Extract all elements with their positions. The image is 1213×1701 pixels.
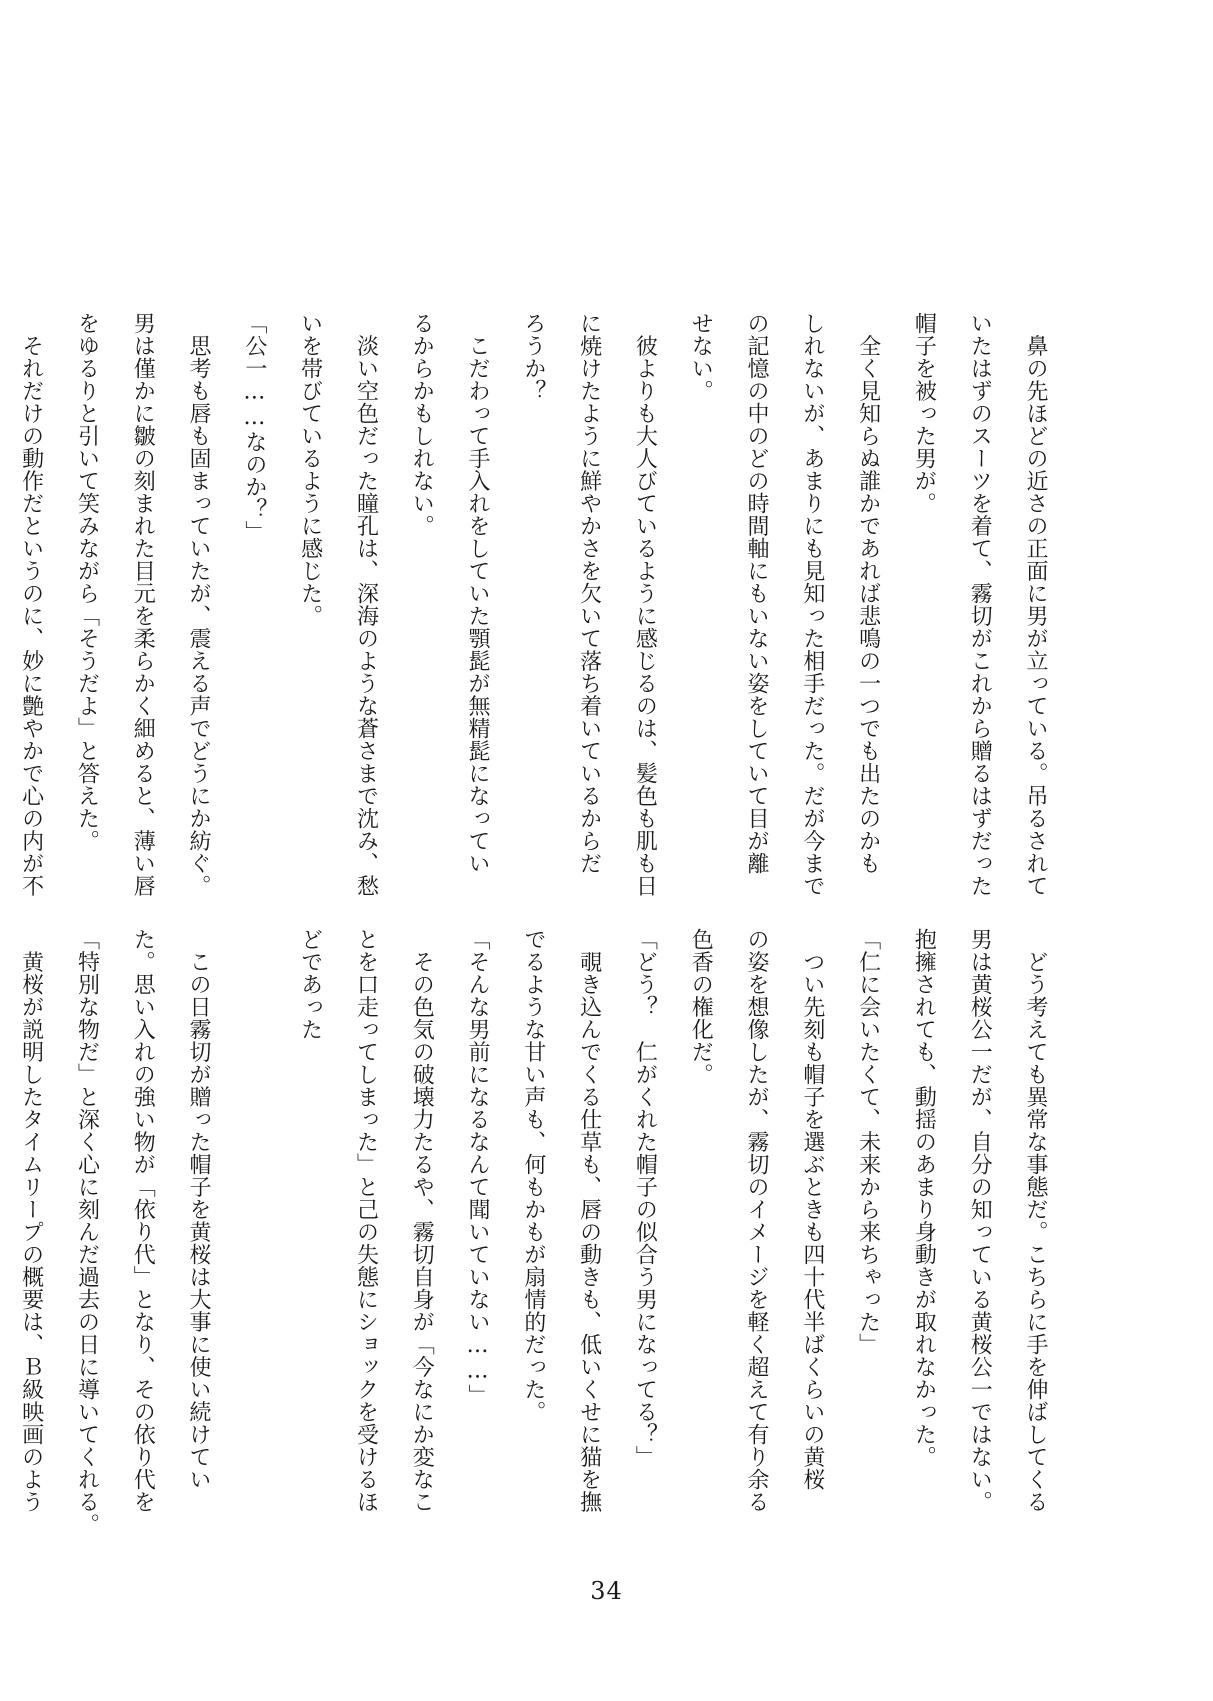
lower-text-block bbox=[0, 928, 1063, 1536]
upper-text-block bbox=[0, 312, 1063, 897]
text-line: せない。 bbox=[688, 312, 714, 402]
text-line: いたはずのスーツを着て、霧切がこれから贈るはずだった bbox=[967, 312, 993, 897]
text-line: それだけの動作だというのに、妙に艶やかで心の内が不 bbox=[18, 312, 44, 897]
text-line: とを口走ってしまった」と己の失態にショックを受けるほ bbox=[353, 928, 379, 1513]
text-line: 思考も唇も固まっていたが、震える声でどうにか紡ぐ。 bbox=[186, 312, 212, 897]
text-line: 全く見知らぬ誰かであれば悲鳴の一つでも出たのかも bbox=[855, 312, 881, 875]
text-line: この日霧切が贈った帽子を黄桜は大事に使い続けてい bbox=[186, 928, 212, 1491]
text-line: 抱擁されても、動揺のあまり身動きが取れなかった。 bbox=[911, 928, 937, 1468]
text-line: 色香の権化だ。 bbox=[688, 928, 714, 1086]
text-line: 「そんな男前になるなんて聞いていない……」 bbox=[465, 928, 491, 1407]
text-line: どであった bbox=[297, 928, 323, 1041]
text-line: 鼻の先ほどの近さの正面に男が立っている。吊るされて bbox=[1023, 312, 1048, 897]
text-line: 淡い空色だった瞳孔は、深海のような蒼さまで沈み、愁 bbox=[353, 312, 379, 897]
text-line: いを帯びているように感じた。 bbox=[297, 312, 323, 627]
text-line: をゆるりと引いて笑みながら「そうだよ」と答えた。 bbox=[74, 312, 100, 852]
text-line: 覗き込んでくる仕草も、唇の動きも、低いくせに猫を撫 bbox=[576, 928, 602, 1513]
text-line: 彼よりも大人びているように感じるのは、髪色も肌も日 bbox=[632, 312, 658, 897]
text-line: の記憶の中のどの時間軸にもいない姿をしていて目が離 bbox=[744, 312, 770, 875]
text-line: 「公一……なのか？」 bbox=[241, 312, 267, 543]
text-line: 黄桜が説明したタイムリープの概要は、Ｂ級映画のよう bbox=[18, 928, 44, 1513]
text-line: でるような甘い声も、何もかもが扇情的だった。 bbox=[520, 928, 546, 1423]
text-line: しれないが、あまりにも見知った相手だった。だが今まで bbox=[799, 312, 825, 897]
text-line: その色気の破壊力たるや、霧切自身が「今なにか変なこ bbox=[409, 928, 435, 1513]
page-number: 34 bbox=[590, 1577, 623, 1605]
text-line: どう考えても異常な事態だ。こちらに手を伸ばしてくる bbox=[1023, 928, 1048, 1513]
text-line: るからかもしれない。 bbox=[409, 312, 435, 537]
text-line: 帽子を被った男が。 bbox=[911, 312, 937, 515]
text-line: た。思い入れの強い物が「依り代」となり、その依り代を bbox=[130, 928, 156, 1513]
text-line bbox=[0, 928, 3, 1488]
text-line: の姿を想像したが、霧切のイメージを軽く超えて有り余る bbox=[744, 928, 770, 1513]
text-line: に焼けたように鮮やかさを欠いて落ち着いているからだ bbox=[576, 312, 602, 875]
text-line: 男は黄桜公一だが、自分の知っている黄桜公一ではない。 bbox=[967, 928, 993, 1513]
text-line: こだわって手入れをしていた顎髭が無精髭になってい bbox=[465, 312, 491, 875]
text-line: つい先刻も帽子を選ぶときも四十代半ばくらいの黄桜 bbox=[799, 928, 825, 1491]
text-line: 男は僅かに皺の刻まれた目元を柔らかく細めると、薄い唇 bbox=[130, 312, 156, 897]
text-line: 「仁に会いたくて、未来から来ちゃった」 bbox=[855, 928, 881, 1356]
text-line: 「特別な物だ」と深く心に刻んだ過去の日に導いてくれる。 bbox=[74, 928, 100, 1536]
text-line: 「どう？ 仁がくれた帽子の似合う男になってる？」 bbox=[632, 928, 658, 1468]
text-line: ろうか？ bbox=[520, 312, 546, 402]
blank-line bbox=[226, 928, 282, 1488]
